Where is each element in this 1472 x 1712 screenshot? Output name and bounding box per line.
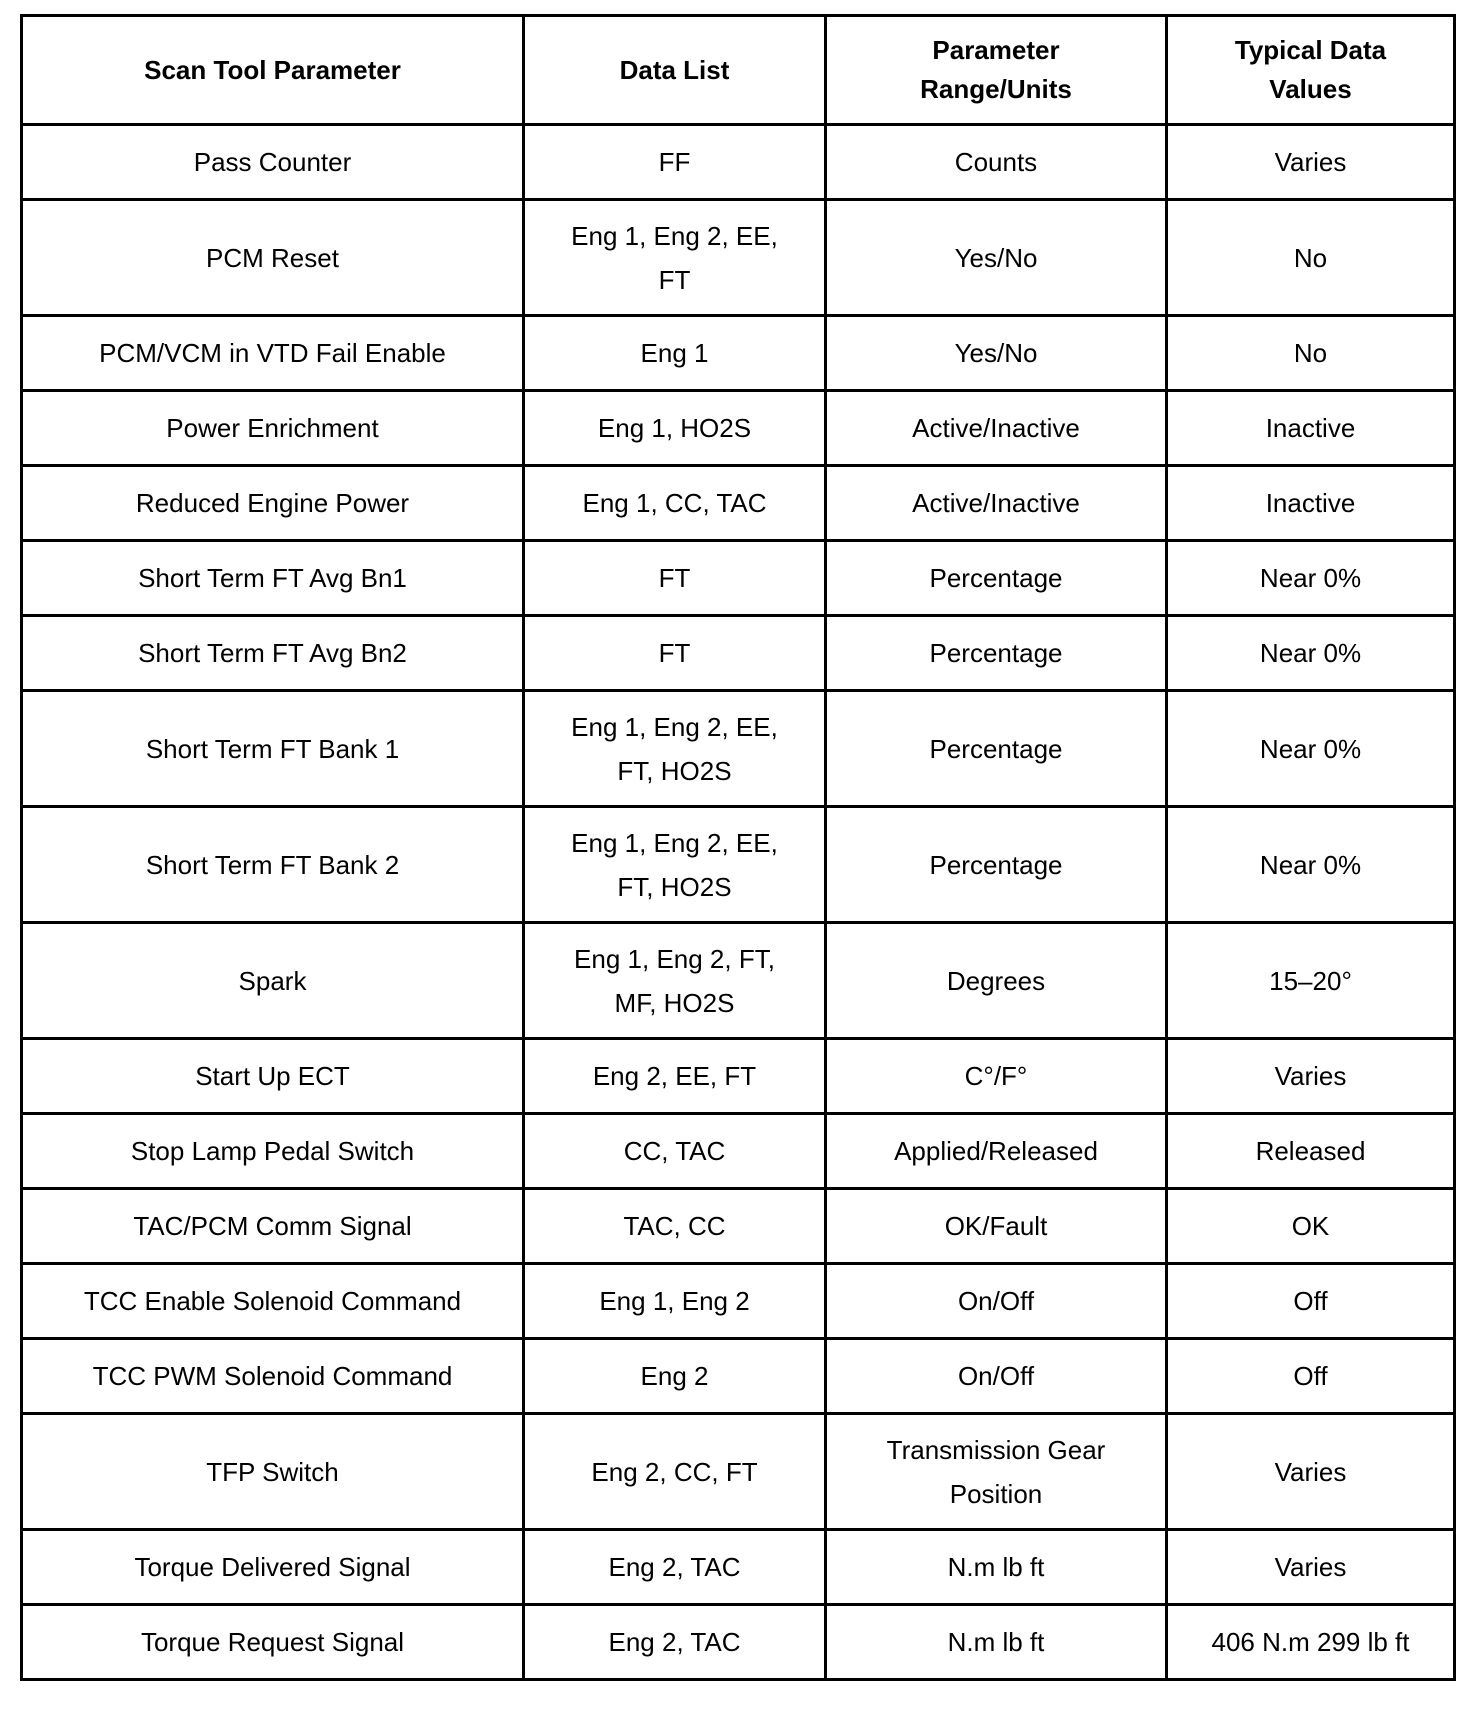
parameter-cell: Stop Lamp Pedal Switch [22,1114,524,1189]
data-list-cell: Eng 1, Eng 2, EE, FT, HO2S [524,691,826,807]
typical-value-cell: Near 0% [1167,541,1455,616]
typical-value-cell: Varies [1167,125,1455,200]
table-row [22,923,1455,1039]
range-units-cell: C°/F° [826,1039,1167,1114]
range-units-cell: OK/Fault [826,1189,1167,1264]
table-row [22,200,1455,316]
range-units-cell: Percentage [826,807,1167,923]
typical-value-cell: Off [1167,1264,1455,1339]
parameter-cell: Spark [22,923,524,1039]
range-units-cell: On/Off [826,1339,1167,1414]
typical-value-cell: Varies [1167,1530,1455,1605]
data-list-cell: Eng 2, TAC [524,1530,826,1605]
range-units-cell: Yes/No [826,316,1167,391]
table-row [22,1039,1455,1114]
typical-value-cell: OK [1167,1189,1455,1264]
data-list-cell: FT [524,616,826,691]
parameter-cell: TAC/PCM Comm Signal [22,1189,524,1264]
typical-value-cell: 15–20° [1167,923,1455,1039]
parameter-cell: Reduced Engine Power [22,466,524,541]
table-row [22,1189,1455,1264]
data-list-cell: Eng 1, CC, TAC [524,466,826,541]
typical-value-cell: Inactive [1167,391,1455,466]
parameter-cell: Pass Counter [22,125,524,200]
range-units-cell: On/Off [826,1264,1167,1339]
parameter-cell: TFP Switch [22,1414,524,1530]
range-units-cell: Transmission Gear Position [826,1414,1167,1530]
table-row [22,691,1455,807]
typical-value-cell: Near 0% [1167,807,1455,923]
range-units-cell: Counts [826,125,1167,200]
range-units-cell: Active/Inactive [826,391,1167,466]
header-data-list: Data List [524,16,826,125]
table-row [22,391,1455,466]
range-units-cell: Percentage [826,691,1167,807]
data-list-cell: Eng 1, Eng 2, EE, FT, HO2S [524,807,826,923]
data-list-cell: TAC, CC [524,1189,826,1264]
scan-tool-data-table [20,14,1456,1681]
data-list-cell: Eng 1, Eng 2, FT, MF, HO2S [524,923,826,1039]
table-row [22,1339,1455,1414]
range-units-cell: Applied/Released [826,1114,1167,1189]
parameter-cell: PCM Reset [22,200,524,316]
typical-value-cell: Varies [1167,1039,1455,1114]
typical-value-cell: Released [1167,1114,1455,1189]
table-row [22,1264,1455,1339]
table-row [22,541,1455,616]
table-row [22,616,1455,691]
range-units-cell: N.m lb ft [826,1530,1167,1605]
range-units-cell: Yes/No [826,200,1167,316]
table-row [22,807,1455,923]
table-row [22,1414,1455,1530]
table-row [22,125,1455,200]
typical-value-cell: No [1167,200,1455,316]
header-typical-data-values: Typical Data Values [1167,16,1455,125]
range-units-cell: Percentage [826,616,1167,691]
parameter-cell: Torque Request Signal [22,1605,524,1680]
parameter-cell: TCC Enable Solenoid Command [22,1264,524,1339]
parameter-cell: Short Term FT Bank 1 [22,691,524,807]
table-header-row [22,16,1455,125]
table-row [22,466,1455,541]
range-units-cell: Active/Inactive [826,466,1167,541]
table-row [22,1114,1455,1189]
parameter-cell: PCM/VCM in VTD Fail Enable [22,316,524,391]
data-list-cell: Eng 2 [524,1339,826,1414]
table-row [22,1530,1455,1605]
typical-value-cell: Inactive [1167,466,1455,541]
table-row [22,316,1455,391]
range-units-cell: N.m lb ft [826,1605,1167,1680]
data-list-cell: Eng 1 [524,316,826,391]
typical-value-cell: Near 0% [1167,616,1455,691]
data-list-cell: FT [524,541,826,616]
table-row [22,1605,1455,1680]
header-parameter-range-units: Parameter Range/Units [826,16,1167,125]
typical-value-cell: Varies [1167,1414,1455,1530]
data-list-cell: CC, TAC [524,1114,826,1189]
data-list-cell: Eng 1, HO2S [524,391,826,466]
parameter-cell: TCC PWM Solenoid Command [22,1339,524,1414]
typical-value-cell: No [1167,316,1455,391]
data-list-cell: Eng 1, Eng 2 [524,1264,826,1339]
scan-tool-data-table-wrap [20,14,1453,1681]
header-scan-tool-parameter: Scan Tool Parameter [22,16,524,125]
parameter-cell: Short Term FT Avg Bn2 [22,616,524,691]
data-list-cell: Eng 1, Eng 2, EE, FT [524,200,826,316]
data-list-cell: Eng 2, TAC [524,1605,826,1680]
typical-value-cell: 406 N.m 299 lb ft [1167,1605,1455,1680]
data-list-cell: Eng 2, CC, FT [524,1414,826,1530]
data-list-cell: Eng 2, EE, FT [524,1039,826,1114]
parameter-cell: Short Term FT Bank 2 [22,807,524,923]
parameter-cell: Power Enrichment [22,391,524,466]
typical-value-cell: Near 0% [1167,691,1455,807]
parameter-cell: Start Up ECT [22,1039,524,1114]
range-units-cell: Degrees [826,923,1167,1039]
typical-value-cell: Off [1167,1339,1455,1414]
parameter-cell: Short Term FT Avg Bn1 [22,541,524,616]
data-list-cell: FF [524,125,826,200]
range-units-cell: Percentage [826,541,1167,616]
parameter-cell: Torque Delivered Signal [22,1530,524,1605]
